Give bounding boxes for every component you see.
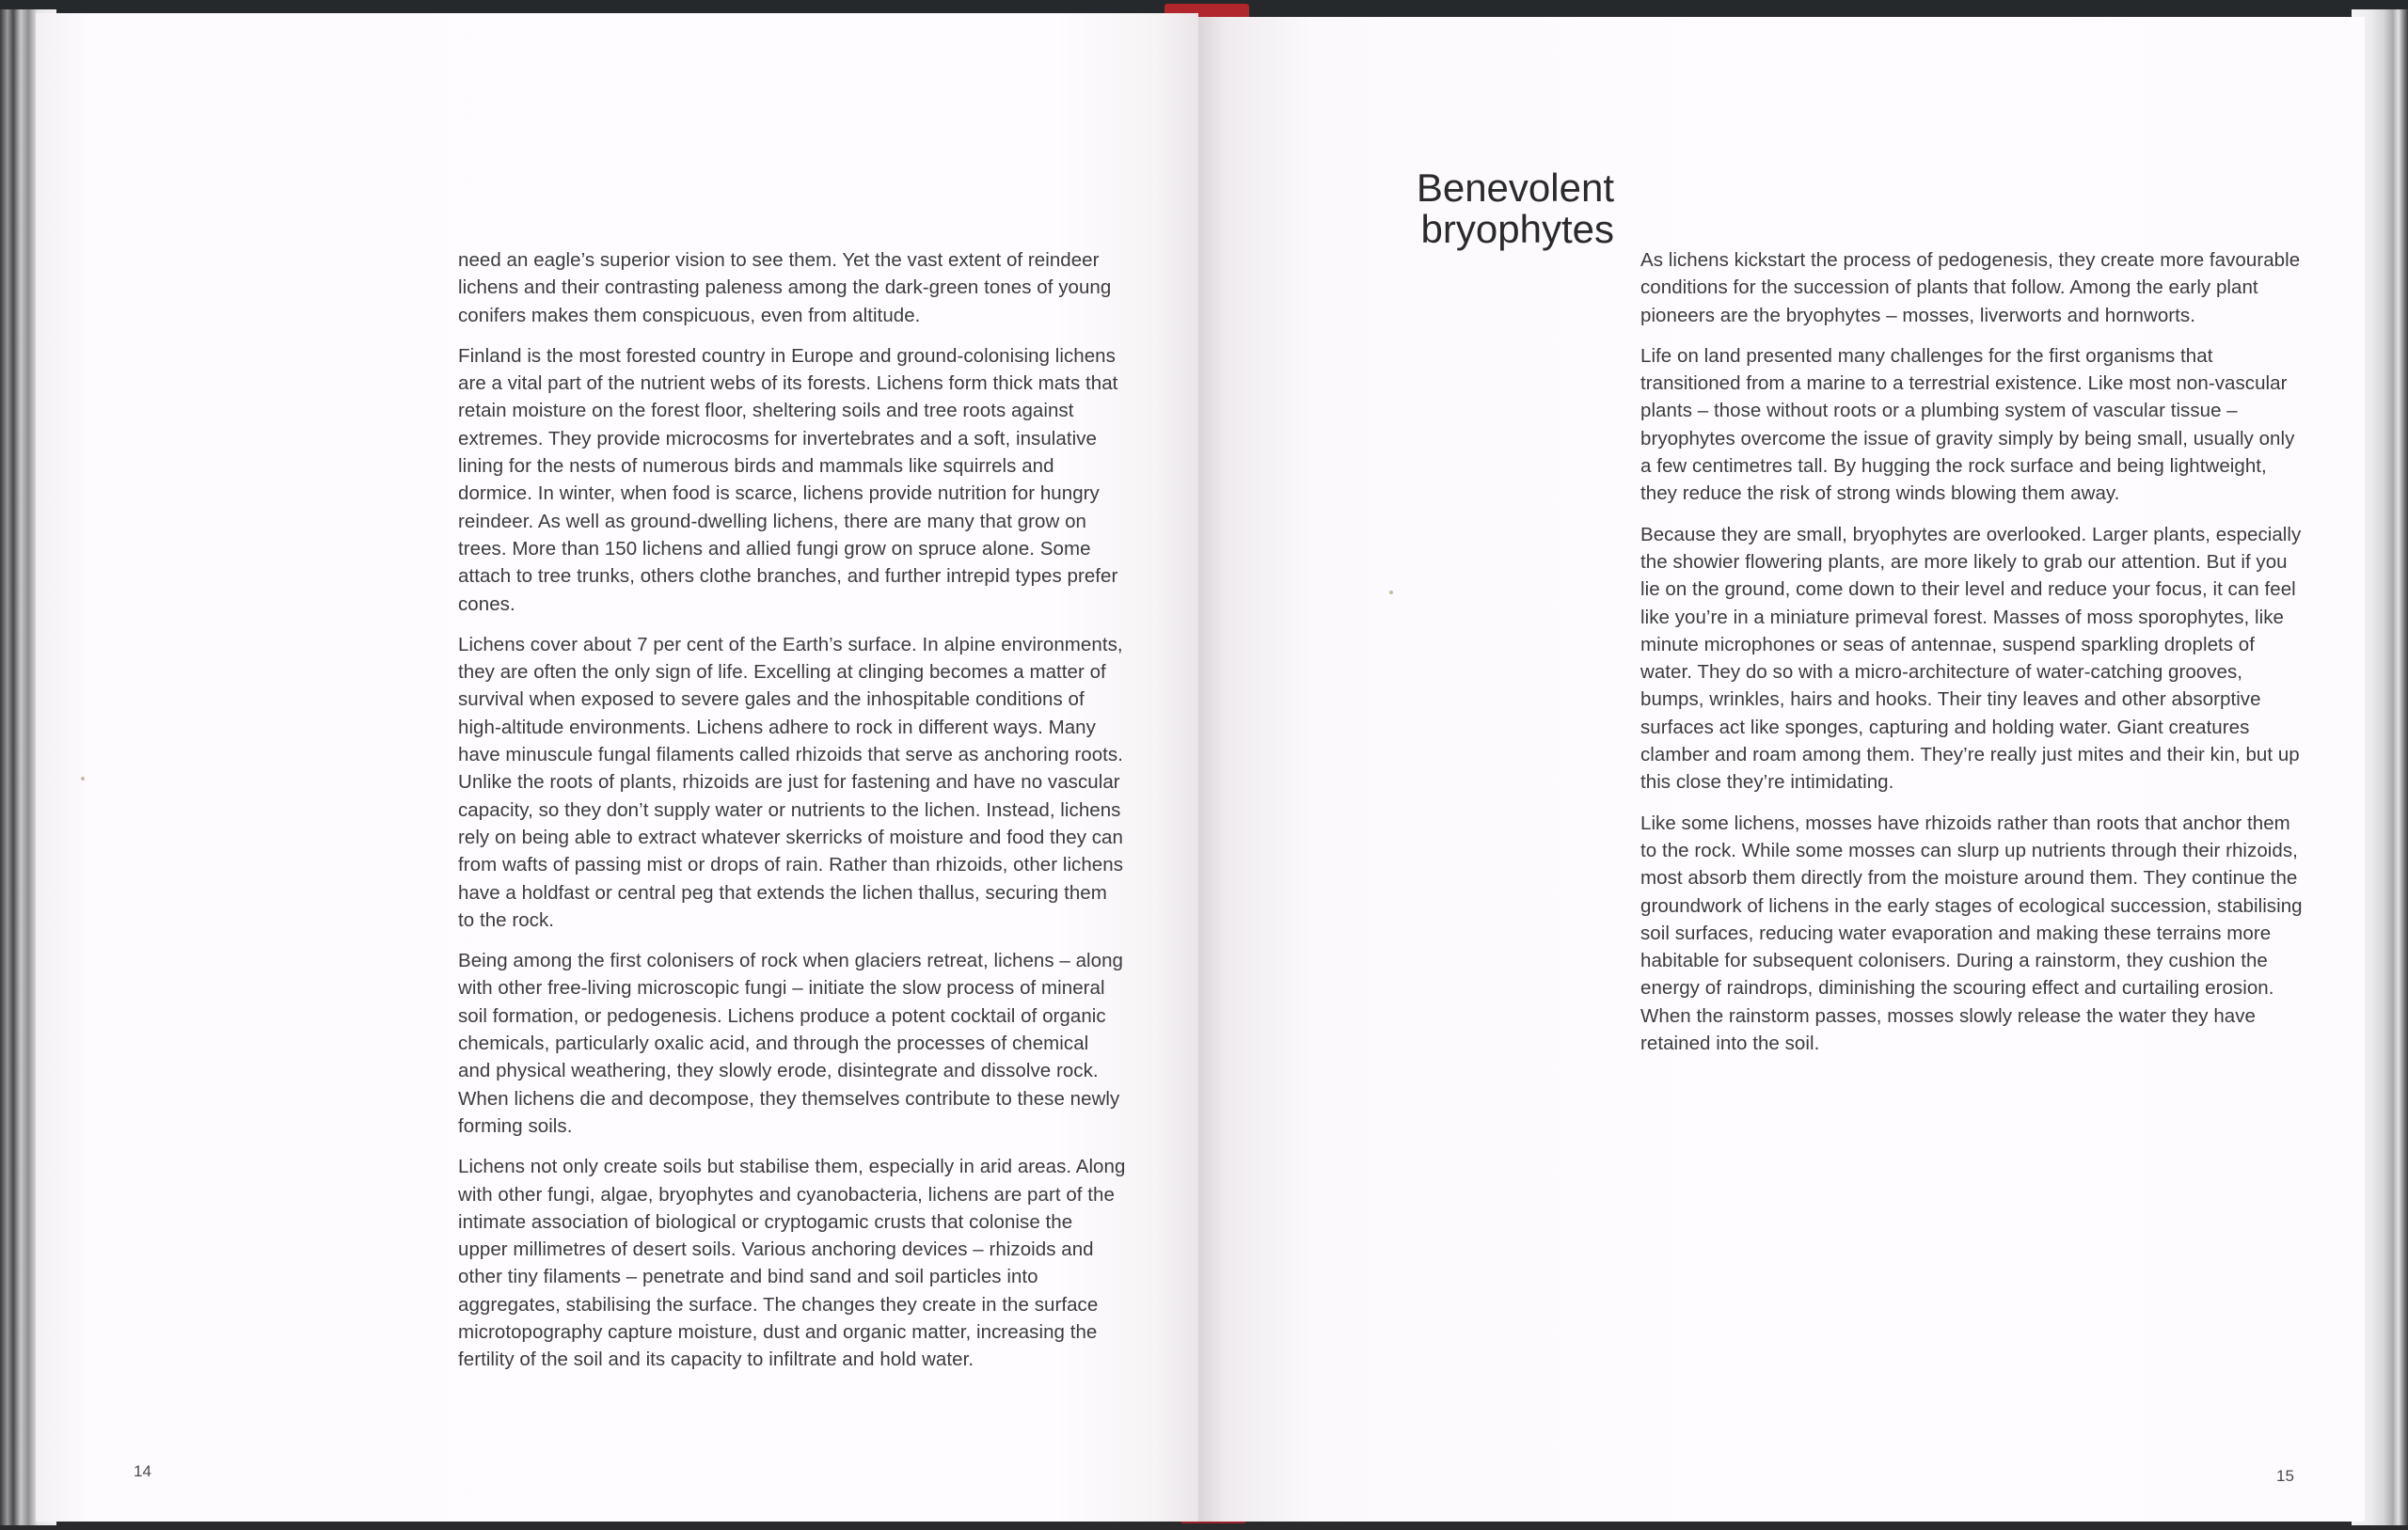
paper-speck xyxy=(1389,591,1393,594)
paragraph: need an eagle’s superior vision to see them. Yet the vast extent of reindeer lichens and their contrasting paleness among the dark-green tones of young conifers makes them conspicuous, even from altitude. xyxy=(458,249,1112,326)
paper-speck xyxy=(81,777,85,781)
right-body-text xyxy=(1640,246,2308,1070)
left-body-text xyxy=(458,246,1126,1387)
paragraph: Being among the first colonisers of rock when glaciers retreat, lichens – along with other free-living microscopic fungi – initiate the slow process of mineral soil formation, or pedogenesis. Lichens produce a potent cocktail of organic chemicals, particularly oxalic acid, and through the processes of chemical and physical weathering, they slowly erode, disintegrate and dissolve rock. When lichens die and decompose, they themselves contribute to these newly forming soils. xyxy=(458,950,1124,1137)
page-number-left: 14 xyxy=(134,1462,151,1480)
paragraph: As lichens kickstart the process of pedogenesis, they create more favourable conditions for the succession of plants that follow. Among the early plant pioneers are the bryophytes – mosses, liverworts and hornworts. xyxy=(1640,249,2301,326)
page-number-right: 15 xyxy=(2276,1467,2294,1485)
paragraph: Lichens not only create soils but stabilise them, especially in arid areas. Along with other fungi, algae, bryophytes and cyanobacteria, lichens are part of the intimate association of biological or cryptogamic crusts that colonise the upper millimetres of desert soils. Various anchoring devices – rhizoids and other tiny filaments – penetrate and bind sand and soil particles into aggregates, stabilising the surface. The changes they create in the surface microtopography capture moisture, dust and organic matter, increasing the fertility of the soil and its capacity to infiltrate and hold water. xyxy=(458,1156,1126,1371)
paragraph: Finland is the most forested country in Europe and ground-colonising lichens are a vital part of the nutrient webs of its forests. Lichens form thick mats that retain moisture on the forest floor, sheltering soils and tree roots against extremes. They provide microcosms for invertebrates and a soft, insulative lining for the nests of numerous birds and mammals like squirrels and dormice. In winter, when food is scarce, lichens provide nutrition for hungry reindeer. As well as ground-dwelling lichens, there are many that grow on trees. More than 150 lichens and allied fungi grow on spruce alone. Some attach to tree trunks, others clothe branches, and further intrepid types prefer cones. xyxy=(458,344,1118,615)
paragraph: Because they are small, bryophytes are overlooked. Larger plants, especially the showier flowering plants, are more likely to grab our attention. But if you lie on the ground, come down to their level and reduce your focus, it can feel like you’re in a miniature primeval forest. Masses of moss sporophytes, like minute microphones or seas of antennae, suspend sparkling droplets of water. They do so with a micro-architecture of water-catching grooves, bumps, wrinkles, hairs and hooks. Their tiny leaves and other absorptive surfaces act like sponges, capturing and holding water. Giant creatures clamber and roam among them. They’re really just mites and their kin, but up this close they’re intimidating. xyxy=(1640,523,2302,794)
paragraph: Life on land presented many challenges for the first organisms that transitioned from a marine to a terrestrial existence. Like most non-vascular plants – those without roots or a plumbing system of vascular tissue – bryophytes overcome the issue of gravity simply by being small, usually only a few centimetres tall. By hugging the rock surface and being lightweight, they reduce the risk of strong winds blowing them away. xyxy=(1640,344,2295,505)
section-heading: Benevolent bryophytes xyxy=(1416,166,1614,251)
paragraph: Lichens cover about 7 per cent of the Earth’s surface. In alpine environments, they are often the only sign of life. Excelling at clinging becomes a matter of survival when exposed to severe gales and the inhospitable conditions of high-altitude environments. Lichens adhere to rock in different ways. Many have minuscule fungal filaments called rhizoids that serve as anchoring roots. Unlike the roots of plants, rhizoids are just for fastening and have no vascular capacity, so they don’t supply water or nutrients to the lichen. Instead, lichens rely on being able to extract whatever skerricks of moisture and food they can from wafts of passing mist or drops of rain. Rather than rhizoids, other lichens have a holdfast or central peg that extends the lichen thallus, securing them to the rock. xyxy=(458,633,1124,931)
paragraph: Like some lichens, mosses have rhizoids rather than roots that anchor them to the rock. While some mosses can slurp up nutrients through their rhizoids, most absorb them directly from the moisture around them. They continue the groundwork of lichens in the early stages of ecological succession, stabilising soil surfaces, reducing water evaporation and making these terrains more habitable for subsequent colonisers. During a rainstorm, they cushion the energy of raindrops, diminishing the scouring effect and curtailing erosion. When the rainstorm passes, mosses slowly release the water they have retained into the soil. xyxy=(1640,812,2303,1055)
